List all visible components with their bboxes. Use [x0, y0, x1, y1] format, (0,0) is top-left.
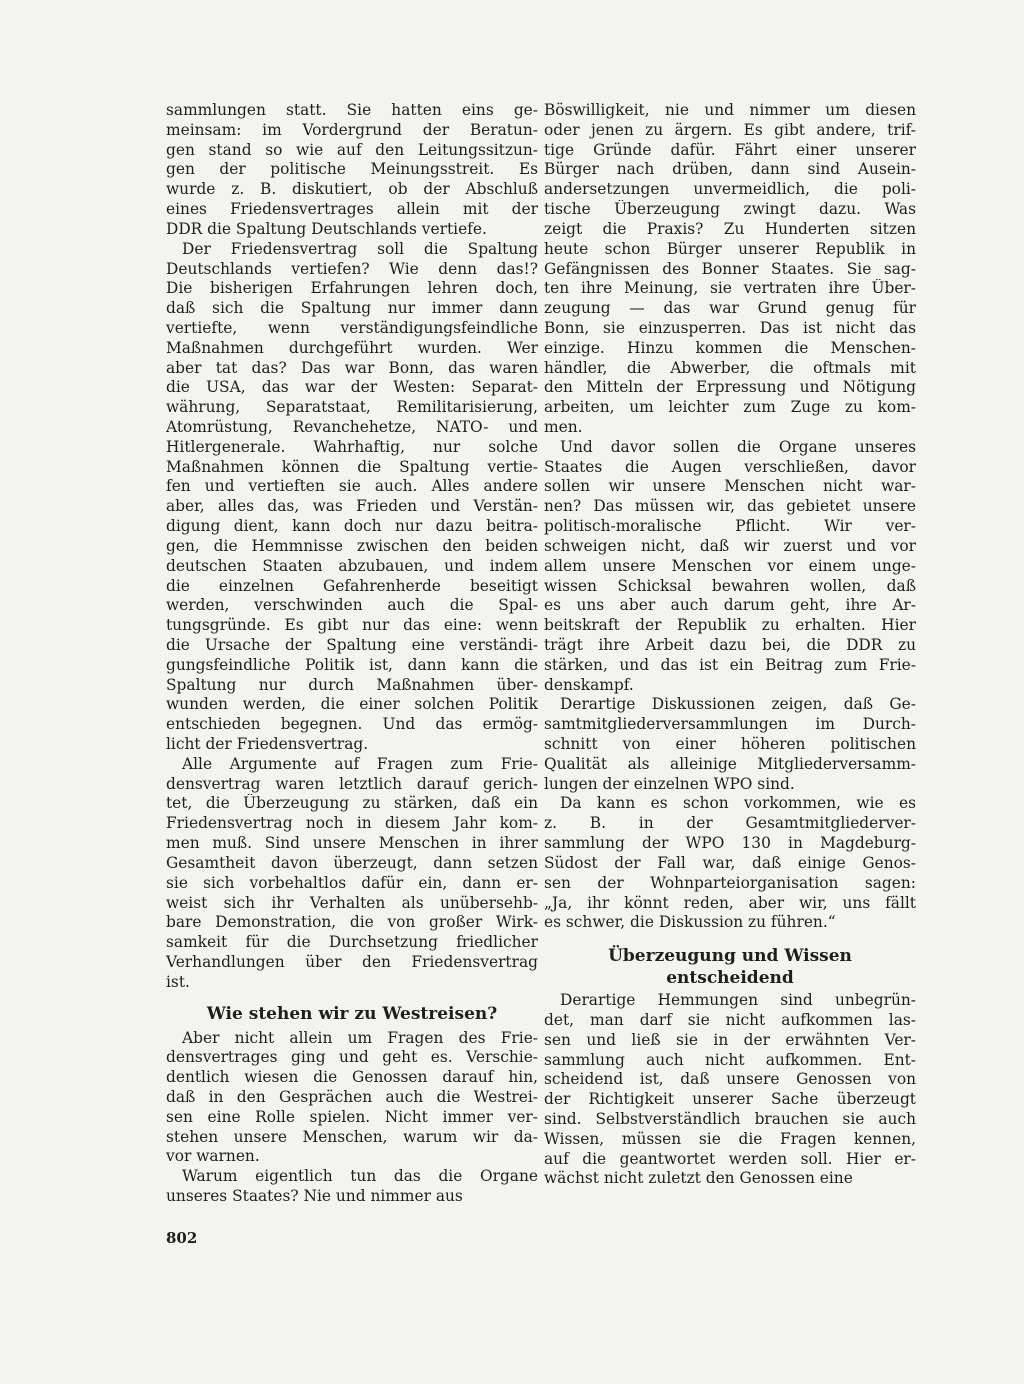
text-line: wunden werden, die einer solchen Politik: [166, 695, 538, 714]
text-line: werden, verschwinden auch die Spal-: [166, 596, 538, 615]
text-line: vertiefte, wenn verständigungsfeindliche: [166, 318, 538, 337]
text-line: tige Gründe dafür. Fährt einer unserer: [544, 140, 916, 159]
text-line: es uns aber auch darum geht, ihre Ar-: [544, 596, 916, 615]
text-line: andersetzungen unvermeidlich, die poli-: [544, 180, 916, 199]
text-line: entschieden begegnen. Und das ermög-: [166, 715, 538, 734]
text-line: Bürger nach drüben, dann sind Ausein-: [544, 160, 916, 179]
text-line: Südost der Fall war, daß einige Genos-: [544, 853, 916, 872]
text-line: tische Überzeugung zwingt dazu. Was: [544, 200, 916, 219]
text-line: ist.: [166, 972, 190, 991]
text-line: zeigt die Praxis? Zu Hunderten sitzen: [544, 219, 916, 238]
text-line: die Ursache der Spaltung eine verständi-: [166, 635, 538, 654]
text-line: men muß. Sind unsere Menschen in ihrer: [166, 834, 538, 853]
text-line: „Ja, ihr könnt reden, aber wir, uns fällt: [544, 893, 916, 912]
text-line: unseres Staates? Nie und nimmer aus: [166, 1187, 463, 1206]
text-line: Derartige Hemmungen sind unbegrün-: [560, 991, 916, 1010]
paragraph: [544, 695, 916, 794]
text-line: deutschen Staaten abzubauen, und indem: [166, 556, 538, 575]
text-line: meinsam: im Vordergrund der Beratun-: [166, 120, 538, 139]
text-line: gen der politische Meinungsstreit. Es: [166, 160, 538, 179]
right-paragraphs-before-heading: [544, 101, 916, 933]
text-line: schweigen nicht, daß wir zuerst und vor: [544, 536, 916, 555]
paragraph: [166, 240, 538, 755]
text-line: die USA, das war der Westen: Separat-: [166, 378, 538, 397]
paragraph: [166, 755, 538, 993]
text-line: gungsfeindliche Politik ist, dann kann die: [166, 655, 538, 674]
paragraph: [544, 101, 916, 438]
text-line: z. B. in der Gesamtmitgliederver-: [544, 814, 916, 833]
text-line: Alle Argumente auf Fragen zum Frie-: [182, 754, 538, 773]
text-line: aber tat das? Das war Bonn, das waren: [166, 358, 538, 377]
text-line: zeugung — das war Grund genug für: [544, 299, 916, 318]
text-line: sollen wir unsere Menschen nicht war-: [544, 477, 916, 496]
text-line: gen stand so wie auf den Leitungssitzun-: [166, 140, 538, 159]
text-line: sammlung der WPO 130 in Magdeburg-: [544, 834, 916, 853]
text-line: Derartige Diskussionen zeigen, daß Ge-: [560, 695, 916, 714]
text-line: stärken, und das ist ein Beitrag zum Frie-: [544, 655, 916, 674]
text-line: vor warnen.: [166, 1147, 260, 1166]
text-line: Qualität als alleinige Mitgliederversamm-: [544, 754, 916, 773]
text-line: Deutschlands vertiefen? Wie denn das!?: [166, 259, 538, 278]
text-line: men.: [544, 418, 583, 436]
text-line: Gesamtheit davon überzeugt, dann setzen: [166, 853, 538, 872]
paragraph: [544, 794, 916, 933]
text-line: Verhandlungen über den Friedensvertrag: [166, 952, 538, 971]
paragraph: [166, 101, 538, 240]
right-column: [544, 101, 916, 1189]
text-line: samtmitgliederversammlungen im Durch-: [544, 715, 916, 734]
text-line: daß sich die Spaltung nur immer dann: [166, 299, 538, 318]
page-number: 802: [166, 1229, 198, 1247]
text-line: wurde z. B. diskutiert, ob der Abschluß: [166, 180, 538, 199]
text-line: Maßnahmen durchgeführt wurden. Wer: [166, 338, 538, 357]
text-line: schnitt von einer höheren politischen: [544, 735, 916, 753]
text-line: tet, die Überzeugung zu stärken, daß ein: [166, 794, 538, 813]
text-line: sind. Selbstverständlich brauchen sie auch: [544, 1110, 916, 1128]
text-line: allem unsere Menschen vor einem unge-: [544, 556, 916, 575]
text-line: lungen der einzelnen WPO sind.: [544, 774, 795, 793]
text-line: wächst nicht zuletzt den Genossen eine: [544, 1169, 853, 1188]
text-line: Atomrüstung, Revanchehetze, NATO- und: [166, 418, 538, 436]
text-line: Gefängnissen des Bonner Staates. Sie sag-: [544, 259, 916, 278]
paragraph: [166, 1029, 538, 1168]
text-line: samkeit für die Durchsetzung friedlicher: [166, 933, 538, 952]
text-line: händler, die Abwerber, die oftmals mit: [544, 358, 916, 377]
text-line: sammlungen statt. Sie hatten eins ge-: [166, 101, 538, 119]
text-line: fen und vertieften sie auch. Alles andere: [166, 477, 538, 496]
text-line: Wissen, müssen sie die Fragen kennen,: [544, 1129, 916, 1148]
text-line: nen? Das müssen wir, das gebietet unsere: [544, 497, 916, 516]
text-line: arbeiten, um leichter zum Zuge zu kom-: [544, 398, 916, 417]
text-line: Hitlergenerale. Wahrhaftig, nur solche: [166, 437, 538, 456]
text-line: dentlich wiesen die Genossen darauf hin,: [166, 1068, 538, 1087]
text-line: Friedensvertrag noch in diesem Jahr kom-: [166, 814, 538, 833]
text-line: sen eine Rolle spielen. Nicht immer ver-: [166, 1107, 538, 1126]
text-line: DDR die Spaltung Deutschlands vertiefe.: [166, 219, 487, 238]
text-line: beitskraft der Republik zu erhalten. Hier: [544, 616, 916, 635]
text-line: Die bisherigen Erfahrungen lehren doch,: [166, 279, 538, 298]
text-line: auf die geantwortet werden soll. Hier er-: [544, 1149, 916, 1168]
text-line: tungsgründe. Es gibt nur das eine: wenn: [166, 616, 538, 635]
text-line: den Mitteln der Erpressung und Nötigung: [544, 378, 916, 397]
text-line: denskampf.: [544, 675, 634, 694]
paragraph: [544, 991, 916, 1189]
section-heading-ueberzeugung-line1: Überzeugung und Wissen: [608, 946, 852, 967]
text-line: gen, die Hemmnisse zwischen den beiden: [166, 536, 538, 555]
text-line: aber, alles das, was Frieden und Verstän-: [166, 497, 538, 516]
text-line: politisch-moralische Pflicht. Wir ver-: [544, 517, 916, 536]
paragraph: [544, 438, 916, 696]
paragraph: [166, 1167, 538, 1207]
text-line: daß in den Gesprächen auch die Westrei-: [166, 1088, 538, 1106]
section-heading-westreisen: Wie stehen wir zu Westreisen?: [206, 1003, 498, 1024]
text-line: Böswilligkeit, nie und nimmer um diesen: [544, 101, 916, 119]
text-line: densvertrag waren letztlich darauf gerich-: [166, 774, 538, 793]
text-line: sammlung auch nicht aufkommen. Ent-: [544, 1050, 916, 1069]
text-line: eines Friedensvertrages allein mit der: [166, 200, 538, 219]
text-line: sen der Wohnparteiorganisation sagen:: [544, 873, 916, 892]
text-line: die einzelnen Gefahrenherde beseitigt: [166, 576, 538, 595]
text-line: licht der Friedensvertrag.: [166, 735, 369, 753]
text-line: det, man darf sie nicht aufkommen las-: [544, 1010, 916, 1029]
left-paragraphs-before-heading: [166, 101, 538, 993]
section-heading-ueberzeugung: [544, 945, 916, 989]
text-line: Maßnahmen können die Spaltung vertie-: [166, 457, 538, 476]
text-line: Und davor sollen die Organe unseres: [560, 437, 916, 456]
text-line: einzige. Hinzu kommen die Menschen-: [544, 338, 916, 357]
text-line: stehen unsere Menschen, warum wir da-: [166, 1127, 538, 1146]
right-paragraphs-after-heading: [544, 991, 916, 1189]
text-line: densvertrages ging und geht es. Verschie-: [166, 1048, 538, 1067]
text-line: oder jenen zu ärgern. Es gibt andere, trif-: [544, 120, 916, 139]
text-line: Aber nicht allein um Fragen des Frie-: [182, 1028, 538, 1047]
text-line: heute schon Bürger unserer Republik in: [544, 239, 916, 258]
section-heading-ueberzeugung-line2: entscheidend: [666, 968, 794, 989]
text-line: Staates die Augen verschließen, davor: [544, 457, 916, 476]
text-line: der Richtigkeit unserer Sache überzeugt: [544, 1090, 916, 1109]
text-line: weist sich ihr Verhalten als unübersehb-: [166, 893, 538, 912]
text-line: sie sich vorbehaltlos dafür ein, dann er-: [166, 873, 538, 892]
text-line: Warum eigentlich tun das die Organe: [182, 1167, 538, 1186]
text-line: trägt ihre Arbeit dazu bei, die DDR zu: [544, 635, 916, 654]
text-line: Der Friedensvertrag soll die Spaltung: [182, 239, 538, 258]
text-line: digung dient, kann doch nur dazu beitra-: [166, 517, 538, 536]
text-line: Bonn, sie einzusperren. Das ist nicht das: [544, 318, 916, 337]
text-line: Spaltung nur durch Maßnahmen über-: [166, 675, 538, 694]
text-line: wissen Schicksal bewahren wollen, daß: [544, 576, 916, 595]
text-line: bare Demonstration, die von großer Wirk-: [166, 913, 538, 932]
text-line: scheidend ist, daß unsere Genossen von: [544, 1070, 916, 1089]
text-line: währung, Separatstaat, Remilitarisierung,: [166, 398, 538, 417]
text-line: es schwer, die Diskussion zu führen.“: [544, 913, 836, 932]
text-line: sen und ließ sie in der erwähnten Ver-: [544, 1030, 916, 1049]
text-line: Da kann es schon vorkommen, wie es: [560, 794, 916, 813]
left-paragraphs-after-heading: [166, 1029, 538, 1207]
left-column: [166, 101, 538, 1207]
text-line: ten ihre Meinung, sie vertraten ihre Über-: [544, 279, 916, 298]
